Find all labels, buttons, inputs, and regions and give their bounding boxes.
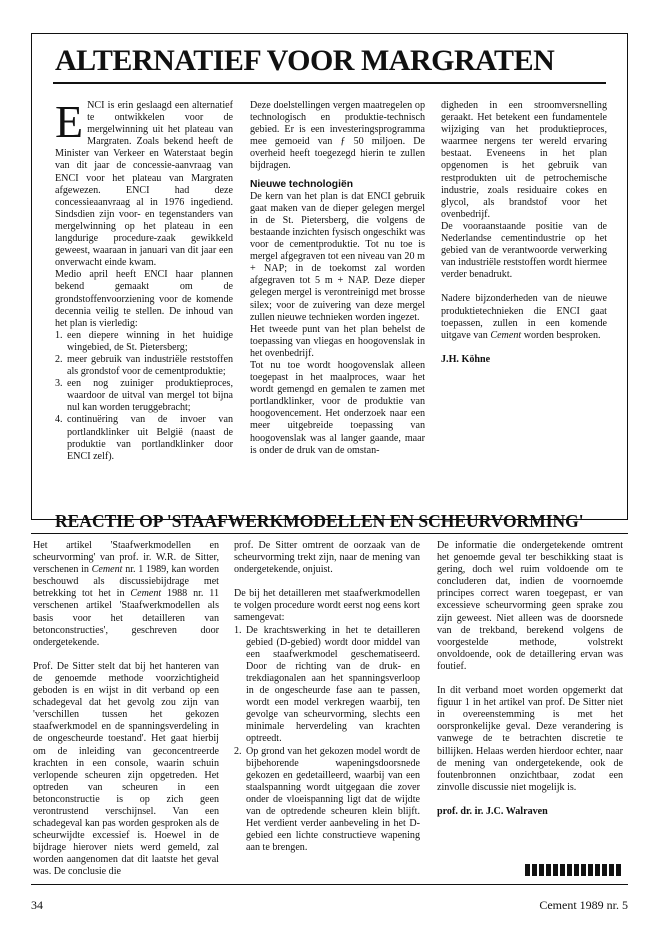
- journal-name: Cement: [91, 564, 123, 576]
- paragraph: Deze doelstellingen vergen maatregelen op technologisch en produktie-technisch gebied. Er is een investeringsprogramma mee gemoeid van ƒ 50 miljoen. De overheid heeft toegezegd hierin te zullen bijdragen.: [250, 100, 425, 172]
- drop-cap: E: [55, 96, 84, 147]
- journal-issue: Cement 1989 nr. 5: [539, 898, 628, 912]
- title-rule: [31, 533, 628, 534]
- list-text: continuëring van de invoer van portlandklinker uit België (naast de produktie van portlandklinker door ENCI zelf).: [67, 414, 233, 462]
- paragraph: De informatie die ondergetekende omtrent het genoemde geval ter beschikking staat is gering, doch wel ruim voldoende om te concluderen dat, indien de voornoemde principes correct waren toegepast, er van excessieve scheurvorming geen sprake zou zijn geweest. Niet alleen was de doorsnede van de trekband, berekend volgens de voorgestelde methode, volstrekt onvoldoende, ook de detaillering ervan was foutief.: [437, 540, 623, 672]
- article2-column-3: [437, 540, 623, 818]
- paragraph: De vooraanstaande positie van de Nederlandse cementindustrie op het gebied van de verantwoorde verwerking van industriële reststoffen wordt hiermee verder benadrukt.: [441, 220, 607, 281]
- list-text: Op grond van het gekozen model wordt de bijbehorende wapeningsdoorsnede gekozen en gedetailleerd, waarbij van een staalspanning wordt uitgegaan die zover onder de vloeispanning ligt dat de wijdte van de optredende scheuren klein blijft. Het verdient verder aanbeveling in het D-gebied een lichte constructieve wapening aan te brengen.: [246, 745, 420, 854]
- article1-column-1: [55, 96, 233, 463]
- paragraph: Tot nu toe wordt hoogovenslak alleen toegepast in het maalproces, waar het wordt gemengd en gemalen te zamen met portlandklinker, voor de produktie van hoogovencement. Het onderzoek naar een meer uitgebreide toepassing van hoogovenslak was al langer gaande, maar is onder de druk van de omstan-: [250, 359, 425, 456]
- paragraph: prof. De Sitter omtrent de oorzaak van de scheurvorming trekt zijn, naar de mening van ondergetekende, onjuist.: [234, 540, 420, 576]
- journal-name: Cement: [490, 329, 522, 341]
- text-run: Nadere bijzonderheden van de nieuwe produktietechnieken die ENCI gaat toepassen, zullen in een komende uitgave van: [441, 293, 607, 341]
- footer-rule: [31, 884, 628, 885]
- list-number: 2.: [55, 353, 63, 365]
- paragraph: digheden in een stroomversnelling geraakt. Het betekent een fundamentele wijziging van het produktieproces, waarmee nergens ter wereld ervaring bestaat. Eveneens in het plan opgenomen is het gebruik van restprodukten uit de petrochemische industrie, zoals residuaire cokes en glycol, als brandstof voor het ovenbedrijf.: [441, 100, 607, 220]
- list-item: [55, 354, 233, 378]
- list-text: een diepere winning in het huidige wingebied, de St. Pietersberg;: [67, 329, 233, 353]
- list-number: 1.: [234, 624, 242, 636]
- paragraph: Medio april heeft ENCI haar plannen bekend gemaakt om de grondstoffenvoorziening voor de komende decennia veilig te stellen. De inhoud van het plan is vierledig:: [55, 269, 233, 329]
- procedure-list: [234, 625, 420, 855]
- list-text: een nog zuiniger produktieproces, waardoor de uitval van mergel tot bijna nul kan worden teruggebracht;: [67, 378, 233, 414]
- list-number: 4.: [55, 414, 63, 426]
- list-number: 2.: [234, 745, 242, 757]
- paragraph: De kern van het plan is dat ENCI gebruik gaat maken van de dieper gelegen mergel in de St. Pietersberg, die volgens de bestaande inzichten fysisch ongeschikt was voor de cementproduktie. Tot nu toe is mergel afgegraven tot een niveau van 20 m + NAP; in de toekomst zal worden afgegraven tot 5 m + NAP. Deze dieper gelegen mergel is verontreinigd met brosse silex; voor de zuivering van deze mergel zullen nieuwe technieken worden ingezet.: [250, 190, 425, 323]
- list-item: [55, 414, 233, 462]
- list-text: meer gebruik van industriële reststoffen als grondstof voor de cementproduktie;: [67, 353, 233, 378]
- list-number: 3.: [55, 378, 63, 390]
- paragraph: In dit verband moet worden opgemerkt dat figuur 1 in het artikel van prof. De Sitter niet in overeenstemming is met het oorspronkelijke geval. Deze verandering is vanwege de te betrachten discretie te billijken. Helaas werden hierdoor echter, naar de mening van ondergetekende, ook de foutenbronnen onzichtbaar, zodat een zinvolle discussie niet mogelijk is.: [437, 685, 623, 793]
- paragraph: [33, 540, 219, 649]
- list-item: [234, 746, 420, 855]
- text-run: Het artikel 'Staafwerkmodellen en scheurvorming' van prof. ir. W.R. de Sitter, verschenen in: [33, 540, 219, 576]
- journal-name: Cement: [130, 588, 162, 600]
- list-item: [55, 330, 233, 354]
- list-item: [234, 625, 420, 746]
- text-run: worden besproken.: [521, 329, 601, 341]
- author: prof. dr. ir. J.C. Walraven: [437, 805, 548, 817]
- article-title: ALTERNATIEF VOOR MARGRATEN: [55, 44, 555, 77]
- author: J.H. Köhne: [441, 353, 491, 365]
- list-item: [55, 378, 233, 414]
- paragraph: NCI is erin geslaagd een alternatief te ontwikkelen voor de mergelwinning uit het plateau van Margraten. Zoals bekend heeft de Minister van Verkeer en Waterstaat begin van dit jaar de concessie-aanvraag van ENCI voor het plateau van Margraten afgewezen. ENCI had deze concessieaanvraag al in 1976 ingediend. Sindsdien zijn voor- en tegenstanders van mergelwinning op het plateau in een langdurige procedure-zaak gewikkeld geweest, waaraan in januari van dit jaar een onverwacht einde kwam.: [55, 100, 233, 269]
- paragraph: [441, 293, 607, 341]
- section-heading: Nieuwe technologiën: [250, 178, 353, 190]
- title-rule: [53, 82, 606, 84]
- article-title: REACTIE OP 'STAAFWERKMODELLEN EN SCHEURVORMING': [55, 511, 584, 531]
- article2-column-2: [234, 540, 420, 854]
- list-number: 1.: [55, 329, 63, 341]
- text-run: nr. 1 1989, kan worden beschouwd als discussiebijdrage met betrekking tot het in: [33, 564, 219, 600]
- plan-list: [55, 330, 233, 463]
- paragraph: De bij het detailleren met staafwerkmodellen te volgen procedure wordt eerst nog eens kort samengevat:: [234, 588, 420, 624]
- article1-column-2: [250, 100, 425, 457]
- paragraph: Het tweede punt van het plan behelst de toepassing van vliegas en hoogovenslak in het ovenbedrijf.: [250, 323, 425, 359]
- article1-column-3: [441, 100, 607, 366]
- list-text: De krachtswerking in het te detailleren gebied (D-gebied) wordt door middel van een staafwerkmodel geschematiseerd. Door de richting van de druk- en trekdiagonalen aan het spanningsverloop in de ongescheurde fase aan te passen, wordt een model verkregen waarbij, ten gevolge van scheurvorming, slechts een minimale herverdeling van krachten optreedt.: [246, 624, 420, 745]
- end-bars-ornament: [525, 864, 621, 876]
- article2-column-1: [33, 540, 219, 879]
- text-run: 1988 nr. 11 verschenen artikel 'Staafwerkmodellen als basis voor het detailleren van betonconstructies', geschreven door ondergetekende.: [33, 588, 219, 648]
- paragraph: Prof. De Sitter stelt dat bij het hanteren van de genoemde methode voorzichtigheid geboden is en wijst in dit verband op een schadegeval dat het gevolg zou zijn van 'verschillen tussen het gekozen staafwerkmodel en de spanningsverdeling in de ongescheurde toestand'. Het gaat hierbij om de inleiding van geconcentreerde krachten in een console, waarin schuin verlopende scheuren zijn opgetreden. Het optreden van scheuren in een betonconstructie is op zich geen verontrustend verschijnsel. Van een schadegeval kan pas worden gesproken als de scheurwijdte excessief is. Hoewel in de bijdrage hierover niets werd gemeld, zal worden aangenomen dat dit laatste het geval was. De conclusie die: [33, 660, 219, 878]
- page-number: 34: [31, 898, 43, 912]
